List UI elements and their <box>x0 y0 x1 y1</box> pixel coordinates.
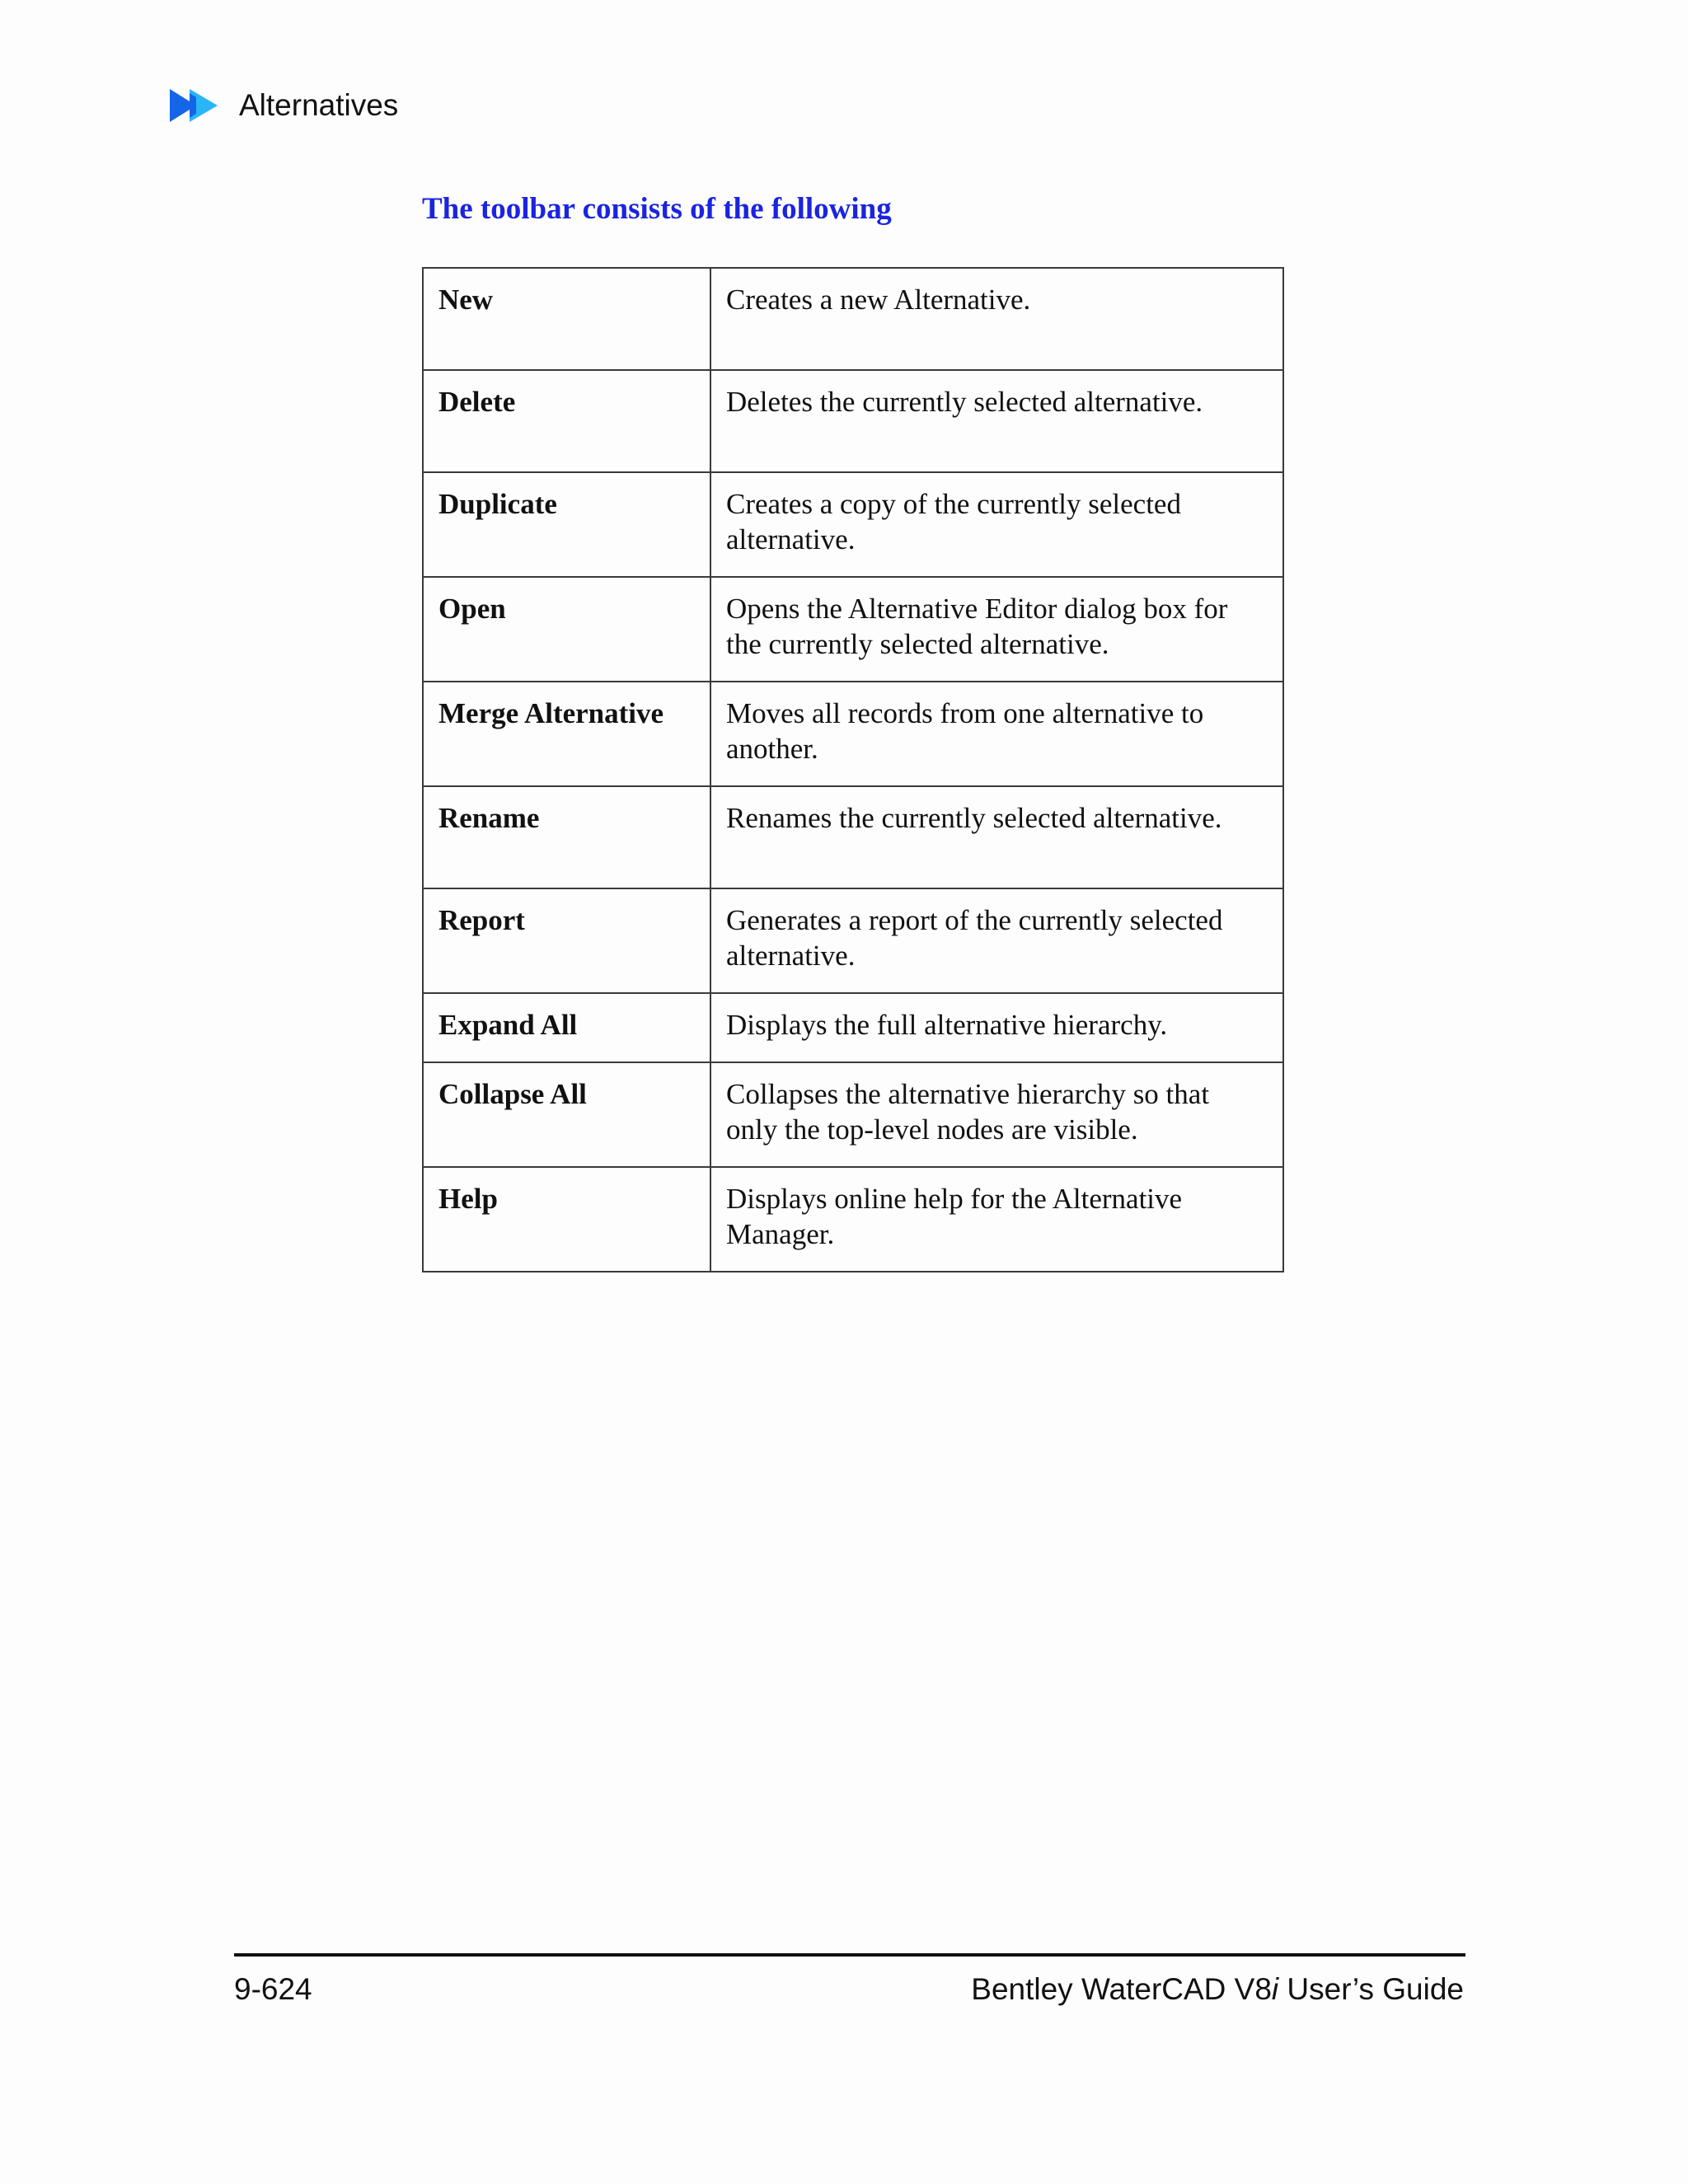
tool-name: Open <box>423 577 710 682</box>
tool-description: Collapses the alternative hierarchy so that only the top-level nodes are visible. <box>710 1062 1283 1167</box>
tool-name: Delete <box>423 370 710 472</box>
table-row <box>423 786 1283 888</box>
footer-divider <box>234 1953 1465 1957</box>
guide-title-italic: i <box>1271 1972 1279 2006</box>
tool-name: New <box>423 268 710 370</box>
tool-description: Deletes the currently selected alternative. <box>710 370 1283 472</box>
tool-name: Expand All <box>423 993 710 1062</box>
guide-title <box>971 1970 1464 2009</box>
page-number: 9-624 <box>234 1972 312 2006</box>
table-row <box>423 888 1283 993</box>
table-row <box>423 370 1283 472</box>
tool-description: Moves all records from one alternative to another. <box>710 682 1283 786</box>
table-row <box>423 268 1283 370</box>
section-heading: The toolbar consists of the following <box>422 192 892 226</box>
tool-name: Merge Alternative <box>423 682 710 786</box>
tool-description: Creates a new Alternative. <box>710 268 1283 370</box>
tool-name: Duplicate <box>423 472 710 577</box>
tool-name: Rename <box>423 786 710 888</box>
tool-description: Displays online help for the Alternative Manager. <box>710 1167 1283 1272</box>
table-row <box>423 577 1283 682</box>
tool-name: Help <box>423 1167 710 1272</box>
tool-description: Opens the Alternative Editor dialog box for the currently selected alternative. <box>710 577 1283 682</box>
guide-title-suffix: User’s Guide <box>1278 1972 1464 2006</box>
double-chevron-right-icon <box>170 87 223 124</box>
chapter-title: Alternatives <box>239 88 399 122</box>
tool-name: Report <box>423 888 710 993</box>
table-row <box>423 1167 1283 1272</box>
table-row <box>423 682 1283 786</box>
tool-description: Displays the full alternative hierarchy. <box>710 993 1283 1062</box>
page-header <box>170 86 398 125</box>
table-row <box>423 472 1283 577</box>
table-row <box>423 1062 1283 1167</box>
tool-description: Renames the currently selected alternative. <box>710 786 1283 888</box>
tool-name: Collapse All <box>423 1062 710 1167</box>
tool-description: Generates a report of the currently selected alternative. <box>710 888 1283 993</box>
table-row <box>423 993 1283 1062</box>
tool-description: Creates a copy of the currently selected alternative. <box>710 472 1283 577</box>
guide-title-prefix: Bentley WaterCAD V8 <box>971 1972 1272 2006</box>
toolbar-table <box>422 267 1284 1272</box>
